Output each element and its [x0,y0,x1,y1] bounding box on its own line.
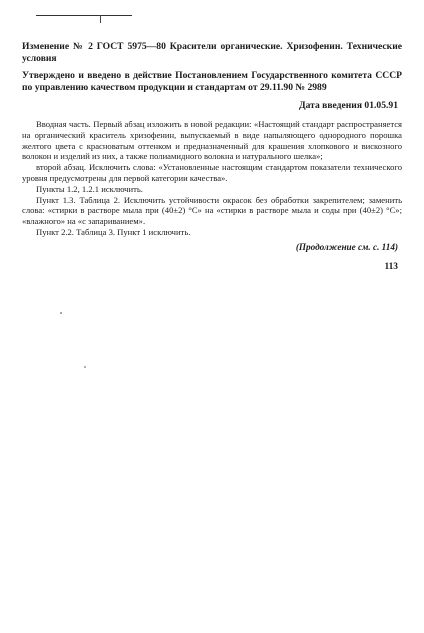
amendment-title: Изменение № 2 ГОСТ 5975—80 Красители органические. Хризофенин. Технические условия [22,41,402,64]
amendment-body [22,119,402,238]
paragraph-second-abzac: второй абзац. Исключить слова: «Установленные настоящим стандартом показатели технического уровня предусмотрены для первой категории качества». [22,162,402,183]
continuation-note: (Продолжение см. с. 114) [295,242,398,252]
page-number: 113 [384,262,398,272]
paragraph-item-2-2: Пункт 2.2. Таблица 3. Пункт 1 исключить. [36,226,191,237]
scan-speck [84,366,86,368]
scan-speck [60,312,62,314]
top-rule [36,15,132,16]
paragraph-items-excluded: Пункты 1.2, 1.2.1 исключить. [36,183,143,194]
approval-statement: Утверждено и введено в действие Постановлением Государственного комитета СССР по управлению качеством продукции и стандартам от 29.11.90 № 2989 [22,70,402,93]
rule-tick [100,15,101,23]
effective-date: Дата введения 01.05.91 [298,100,398,111]
paragraph-intro: Вводная часть. Первый абзац изложить в новой редакции: «Настоящий стандарт распространяется на органический краситель хризофенин, выпускаемый в виде напыляющего однородного порошка желтого цвета с красноватым оттенком и предназначенный для крашения хлопкового и вискозного волокон и изделий из них, а также полиамидного волокна и натурального шелка»; [22,119,402,162]
paragraph-item-1-3: Пункт 1.3. Таблица 2. Исключить устойчивости окрасок без обработки закрепителем; заменить слова: «стирки в растворе мыла при (40±2) °С» на «стирки в растворе мыла и соды при (40±2) °С»; «влажного» на «с запариванием». [22,194,402,227]
